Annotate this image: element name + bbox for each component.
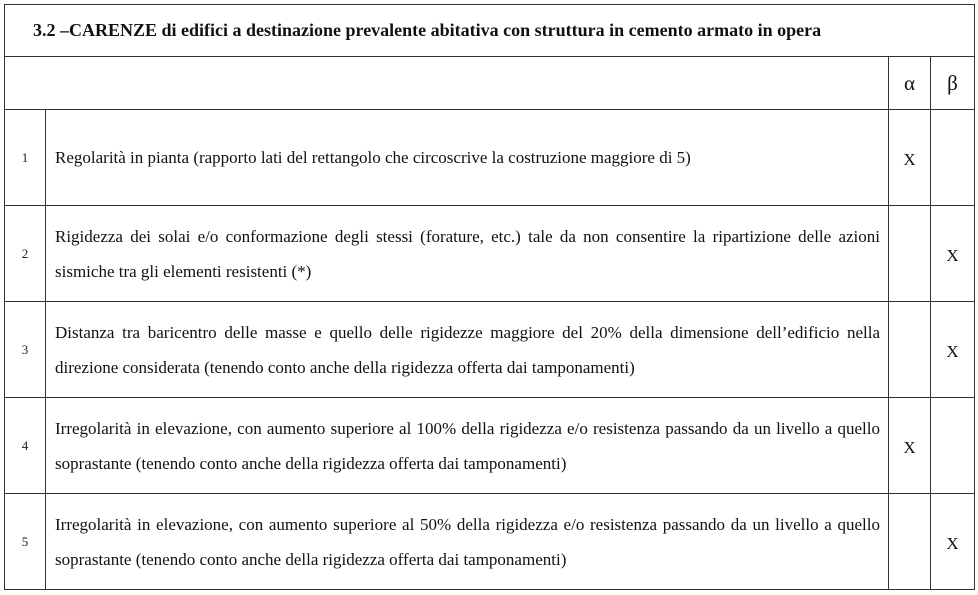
column-header-alpha: α [889, 57, 931, 110]
alpha-mark [889, 206, 931, 302]
row-description: Rigidezza dei solai e/o conformazione degli stessi (forature, etc.) tale da non consentire la ripartizione delle azioni sismiche tra gli elementi resistenti (*) [46, 206, 889, 302]
alpha-mark [889, 494, 931, 590]
row-description: Distanza tra baricentro delle masse e quello delle rigidezze maggiore del 20% della dimensione dell’edificio nella direzione considerata (tenendo conto anche della rigidezza offerta dai tamponamenti) [46, 302, 889, 398]
alpha-mark [889, 110, 931, 206]
row-number: 3 [5, 302, 46, 398]
table-row [5, 302, 975, 398]
table-row [5, 398, 975, 494]
row-description: Irregolarità in elevazione, con aumento superiore al 100% della rigidezza e/o resistenza passando da un livello a quello soprastante (tenendo conto anche della rigidezza offerta dai tamponamenti) [46, 398, 889, 494]
beta-mark-text: X [946, 341, 959, 361]
header-row [5, 57, 975, 110]
alpha-mark-text: X [903, 437, 916, 457]
header-blank-cell [5, 57, 889, 110]
table-row [5, 110, 975, 206]
beta-mark [931, 110, 975, 206]
row-description: Irregolarità in elevazione, con aumento superiore al 50% della rigidezza e/o resistenza passando da un livello a quello soprastante (tenendo conto anche della rigidezza offerta dai tamponamenti) [46, 494, 889, 590]
beta-mark-text: X [946, 533, 959, 553]
row-description: Regolarità in pianta (rapporto lati del rettangolo che circoscrive la costruzione maggiore di 5) [46, 110, 889, 206]
alpha-mark [889, 398, 931, 494]
column-header-beta: β [931, 57, 975, 110]
beta-mark [931, 302, 975, 398]
row-number: 2 [5, 206, 46, 302]
table-row [5, 494, 975, 590]
carenze-table [4, 4, 975, 590]
beta-mark [931, 206, 975, 302]
row-number: 1 [5, 110, 46, 206]
row-number: 4 [5, 398, 46, 494]
beta-mark [931, 494, 975, 590]
row-number: 5 [5, 494, 46, 590]
title-row [5, 5, 975, 57]
beta-mark-text: X [946, 245, 959, 265]
table-title: 3.2 –CARENZE di edifici a destinazione prevalente abitativa con struttura in cemento armato in opera [5, 5, 975, 57]
alpha-mark-text: X [903, 149, 916, 169]
table-row [5, 206, 975, 302]
beta-mark [931, 398, 975, 494]
alpha-mark [889, 302, 931, 398]
